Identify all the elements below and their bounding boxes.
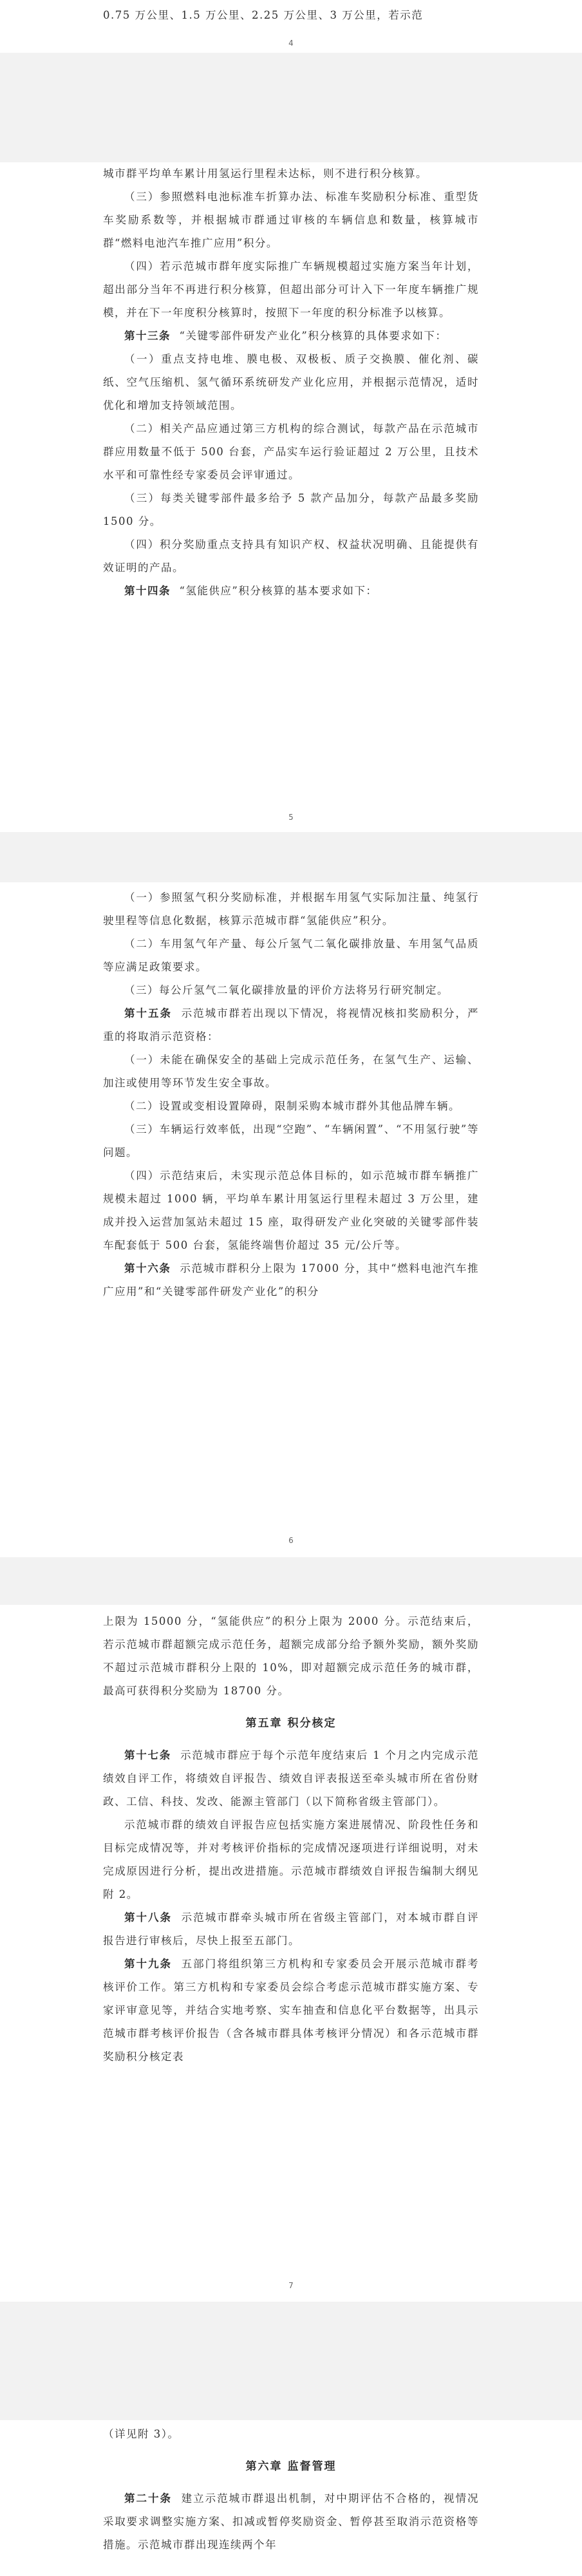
article-text: “关键零部件研发产业化”积分核算的具体要求如下： xyxy=(179,330,447,342)
article-text: 示范城市群积分上限为 17000 分，其中“燃料电池汽车推广应用”和“关键零部件研发产业化”的积分 xyxy=(103,1262,479,1298)
paragraph: （二）车用氢气年产量、每公斤氢气二氧化碳排放量、车用氢气品质等应满足政策要求。 xyxy=(103,938,479,973)
paragraph: （四）示范结束后，未实现示范总体目标的，如示范城市群车辆推广规模未超过 1000 辆，平均单车累计用氢运行里程未超过 3 万公里，建成并投入运营加氢站未超过 15 座，取得研发产业化突破的关键零部件装车配套低于 500 台套，氢能终端售价超过 35 元/公斤等。 xyxy=(103,1170,479,1251)
paragraph: （四）积分奖励重点支持具有知识产权、权益状况明确、且能提供有效证明的产品。 xyxy=(103,538,479,574)
paragraph: （二）设置或变相设置障碍，限制采购本城市群外其他品牌车辆。 xyxy=(124,1100,460,1112)
article-number: 第十八条 xyxy=(124,1911,173,1924)
chapter-heading: 第五章 积分核定 xyxy=(245,1717,337,1730)
article-paragraph xyxy=(103,1906,479,1953)
article-paragraph xyxy=(103,580,479,603)
paragraph: （一）未能在确保安全的基础上完成示范任务，在氢气生产、运输、加注或使用等环节发生安全事故。 xyxy=(103,1054,479,1089)
article-paragraph xyxy=(103,1744,479,1814)
page-6-body xyxy=(103,886,479,1303)
page-number: 4 xyxy=(288,39,294,48)
article-text: “氢能供应”积分核算的基本要求如下： xyxy=(179,585,378,597)
article-text: 建立示范城市群退出机制，对中期评估不合格的，视情况采取要求调整实施方案、扣减或暂停奖励资金、暂停甚至取消示范资格等措施。示范城市群出现连续两个年 xyxy=(103,2492,480,2551)
page-8 xyxy=(0,2420,582,2576)
page-4 xyxy=(0,0,582,53)
article-text: 示范城市群应于每个示范年度结束后 1 个月之内完成示范绩效自评工作，将绩效自评报告、绩效自评表报送至牵头城市所在省份财政、工信、科技、发改、能源主管部门（以下简称省级主管部门）。 xyxy=(103,1749,480,1808)
page-gap xyxy=(0,832,582,882)
article-paragraph xyxy=(103,1002,479,1048)
paragraph: 上限为 15000 分，“氢能供应”的积分上限为 2000 分。示范结束后，若示范城市群超额完成示范任务，超额完成部分给予额外奖励，额外奖励不超过示范城市群积分上限的 10%，即对超额完成示范任务的城市群，最高可获得积分奖励为 18700 分。 xyxy=(103,1615,479,1697)
page-gap xyxy=(0,2302,582,2420)
article-paragraph xyxy=(103,2487,479,2557)
page-number: 7 xyxy=(288,2281,294,2290)
paragraph: （四）若示范城市群年度实际推广车辆规模超过实施方案当年计划，超出部分当年不再进行积分核算，但超出部分可计入下一年度车辆推广规模，并在下一年度积分核算时，按照下一年度的积分标准予以核算。 xyxy=(103,260,479,319)
article-number: 第十九条 xyxy=(124,1958,173,1970)
article-text: 示范城市群牵头城市所在省级主管部门，对本城市群自评报告进行审核后，尽快上报至五部门。 xyxy=(103,1911,480,1947)
chapter-heading: 第六章 监督管理 xyxy=(245,2460,337,2473)
article-text: 五部门将组织第三方机构和专家委员会开展示范城市群考核评价工作。第三方机构和专家委员会综合考虑示范城市群实施方案、专家评审意见等，并结合实地考察、实车抽查和信息化平台数据等，出具示范城市群考核评价报告（含各城市群具体考核评分情况）和各示范城市群奖励积分核定表 xyxy=(103,1958,480,2063)
article-text: 示范城市群若出现以下情况，将视情况核扣奖励积分，严重的将取消示范资格： xyxy=(103,1007,480,1043)
page-gap xyxy=(0,53,582,162)
article-number: 第十三条 xyxy=(124,330,171,342)
paragraph: 示范城市群的绩效自评报告应包括实施方案进展情况、阶段性任务和目标完成情况等，并对考核评价指标的完成情况逐项进行详细说明，对未完成原因进行分析，提出改进措施。示范城市群绩效自评报告编制大纲见附 2。 xyxy=(103,1819,479,1900)
page-number: 5 xyxy=(288,813,294,822)
article-number: 第二十条 xyxy=(124,2492,173,2505)
article-number: 第十七条 xyxy=(124,1749,172,1761)
paragraph: （三）每类关键零部件最多给予 5 款产品加分，每款产品最多奖励 1500 分。 xyxy=(103,492,479,527)
paragraph: 0.75 万公里、1.5 万公里、2.25 万公里、3 万公里，若示范 xyxy=(103,9,424,21)
paragraph: （三）参照燃料电池标准车折算办法、标准车奖励积分标准、重型货车奖励系数等，并根据城市群通过审核的车辆信息和数量，核算城市群“燃料电池汽车推广应用”积分。 xyxy=(103,191,479,249)
article-paragraph xyxy=(103,325,479,348)
page-gap xyxy=(0,1557,582,1605)
page-5 xyxy=(0,162,582,832)
paragraph: （详见附 3）。 xyxy=(103,2428,180,2440)
page-number: 6 xyxy=(288,1536,294,1545)
article-number: 第十六条 xyxy=(124,1262,171,1274)
paragraph: （三）每公斤氢气二氧化碳排放量的评价方法将另行研究制定。 xyxy=(124,984,449,996)
page-4-body xyxy=(103,4,479,27)
page-5-body xyxy=(103,162,479,603)
paragraph: 城市群平均单车累计用氢运行里程未达标，则不进行积分核算。 xyxy=(103,167,427,180)
page-7 xyxy=(0,1605,582,2302)
page-8-body xyxy=(103,2423,479,2557)
page-6 xyxy=(0,882,582,1557)
article-paragraph xyxy=(103,1953,479,2069)
article-number: 第十五条 xyxy=(124,1007,173,1019)
article-number: 第十四条 xyxy=(124,585,171,597)
page-7-body xyxy=(103,1610,479,2069)
paragraph: （一）重点支持电堆、膜电极、双极板、质子交换膜、催化剂、碳纸、空气压缩机、氢气循环系统研发产业化应用，并根据示范情况，适时优化和增加支持领域范围。 xyxy=(103,353,479,412)
paragraph: （二）相关产品应通过第三方机构的综合测试，每款产品在示范城市群应用数量不低于 500 台套，产品实车运行验证超过 2 万公里，且技术水平和可靠性经专家委员会评审通过。 xyxy=(103,422,479,481)
paragraph: （一）参照氢气积分奖励标准，并根据车用氢气实际加注量、纯氢行驶里程等信息化数据，核算示范城市群“氢能供应”积分。 xyxy=(103,891,479,927)
paragraph: （三）车辆运行效率低，出现“空跑”、“车辆闲置”、“不用氢行驶”等问题。 xyxy=(103,1123,479,1159)
article-paragraph xyxy=(103,1257,479,1303)
